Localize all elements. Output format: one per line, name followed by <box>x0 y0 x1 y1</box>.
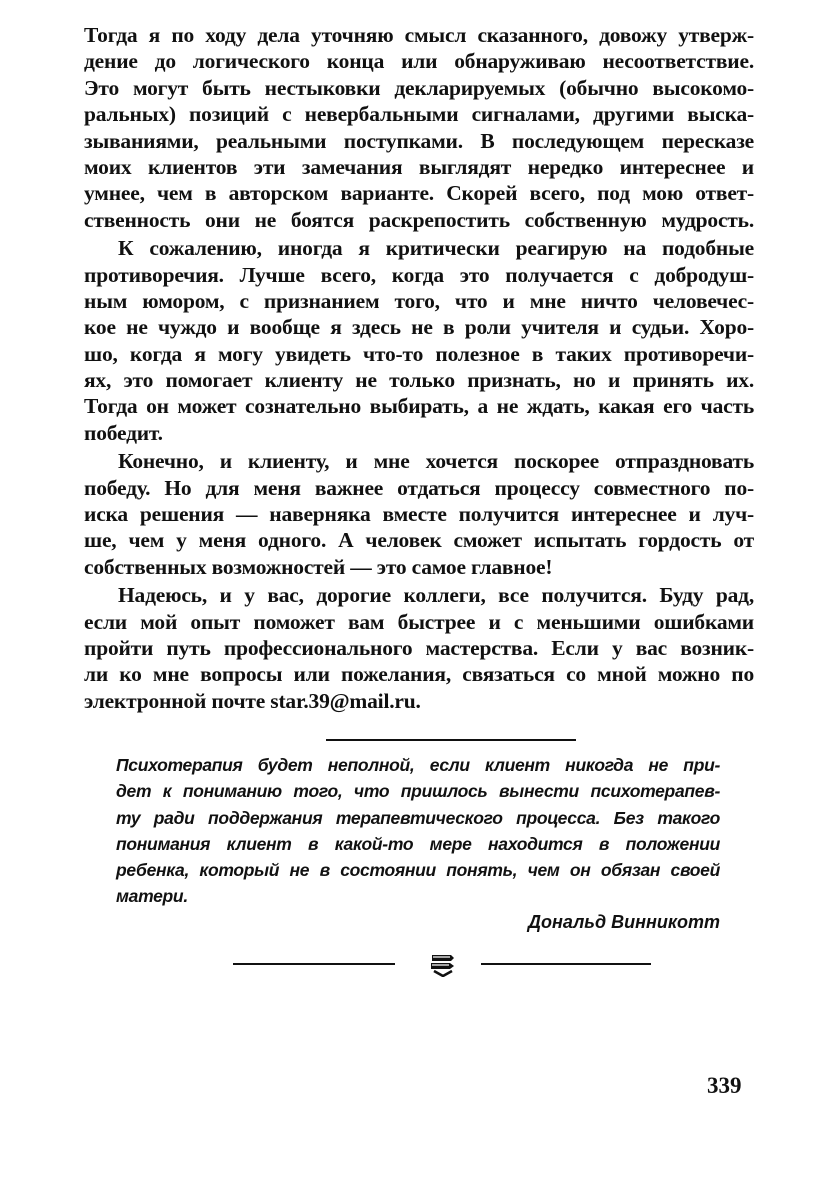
text-line: кое не чуждо и вообще я здесь не в роли учителя и судьи. Хоро- <box>84 315 754 340</box>
text-line: умнее, чем в авторском варианте. Скорей всего, под мою ответ- <box>84 181 754 206</box>
quote-line: ребенка, который не в состоянии понять, чем он обязан своей <box>116 860 720 881</box>
text-line: ях, это помогает клиенту не только признать, но и принять их. <box>84 368 754 393</box>
quote-line: матери. <box>116 886 188 907</box>
paragraph <box>84 448 754 580</box>
epigraph-quote <box>116 752 720 910</box>
text-line: пройти путь профессионального мастерства. Если у вас возник- <box>84 635 754 660</box>
ornament-rule-left <box>233 963 395 965</box>
text-line: Надеюсь, и у вас, дорогие коллеги, все получится. Буду рад, <box>118 583 754 608</box>
text-line: Это могут быть нестыковки декларируемых (обычно высокомо- <box>84 75 754 100</box>
text-line: ли ко мне вопросы или пожелания, связаться со мной можно по <box>84 662 754 687</box>
text-line: противоречия. Лучше всего, когда это получается с добродуш- <box>84 262 754 287</box>
main-text <box>84 22 754 716</box>
paragraph <box>84 22 754 233</box>
paragraph <box>84 235 754 446</box>
paragraph <box>84 582 754 714</box>
quote-line: понимания клиент в какой-то мере находится в положении <box>116 833 720 854</box>
quote-line: дет к пониманию того, что пришлось вынести психотерапев- <box>116 781 720 802</box>
text-line: Конечно, и клиенту, и мне хочется поскорее отпраздновать <box>118 449 754 474</box>
quote-author: Дональд Винникотт <box>528 912 720 932</box>
ornament-rule-right <box>481 963 651 965</box>
text-line: моих клиентов эти замечания выглядят нередко интереснее и <box>84 154 754 179</box>
text-line: ным юмором, с признанием того, что и мне ничто человечес- <box>84 288 754 313</box>
text-line: шо, когда я могу увидеть что-то полезное в таких противоречи- <box>84 341 754 366</box>
text-line: победит. <box>84 420 163 445</box>
quote-divider <box>326 739 576 741</box>
text-line: собственных возможностей — это самое главное! <box>84 554 553 579</box>
book-stack-icon <box>429 951 457 977</box>
text-line: зываниями, реальными поступками. В последующем пересказе <box>84 128 754 153</box>
quote-line: Психотерапия будет неполной, если клиент никогда не при- <box>116 755 720 775</box>
text-line: электронной почте star.39@mail.ru. <box>84 688 421 713</box>
section-ornament <box>233 950 651 978</box>
text-line: дение до логического конца или обнаруживаю несоответствие. <box>84 49 754 74</box>
text-line: победу. Но для меня важнее отдаться процессу совместного по- <box>84 475 754 500</box>
text-line: К сожалению, иногда я критически реагирую на подобные <box>118 236 754 261</box>
text-line: иска решения — наверняка вместе получится интереснее и луч- <box>84 502 754 527</box>
text-line: ственность они не боятся раскрепостить собственную мудрость. <box>84 207 754 232</box>
quote-line: ту ради поддержания терапевтического процесса. Без такого <box>116 807 720 828</box>
page-number: 339 <box>707 1073 742 1098</box>
text-line: ше, чем у меня одного. А человек сможет испытать гордость от <box>84 528 754 553</box>
text-line: ральных) позиций с невербальными сигналами, другими выска- <box>84 102 754 127</box>
text-line: Тогда я по ходу дела уточняю смысл сказанного, довожу утверж- <box>84 23 754 47</box>
text-line: Тогда он может сознательно выбирать, а не ждать, какая его часть <box>84 394 754 419</box>
text-line: если мой опыт поможет вам быстрее и с меньшими ошибками <box>84 609 754 634</box>
